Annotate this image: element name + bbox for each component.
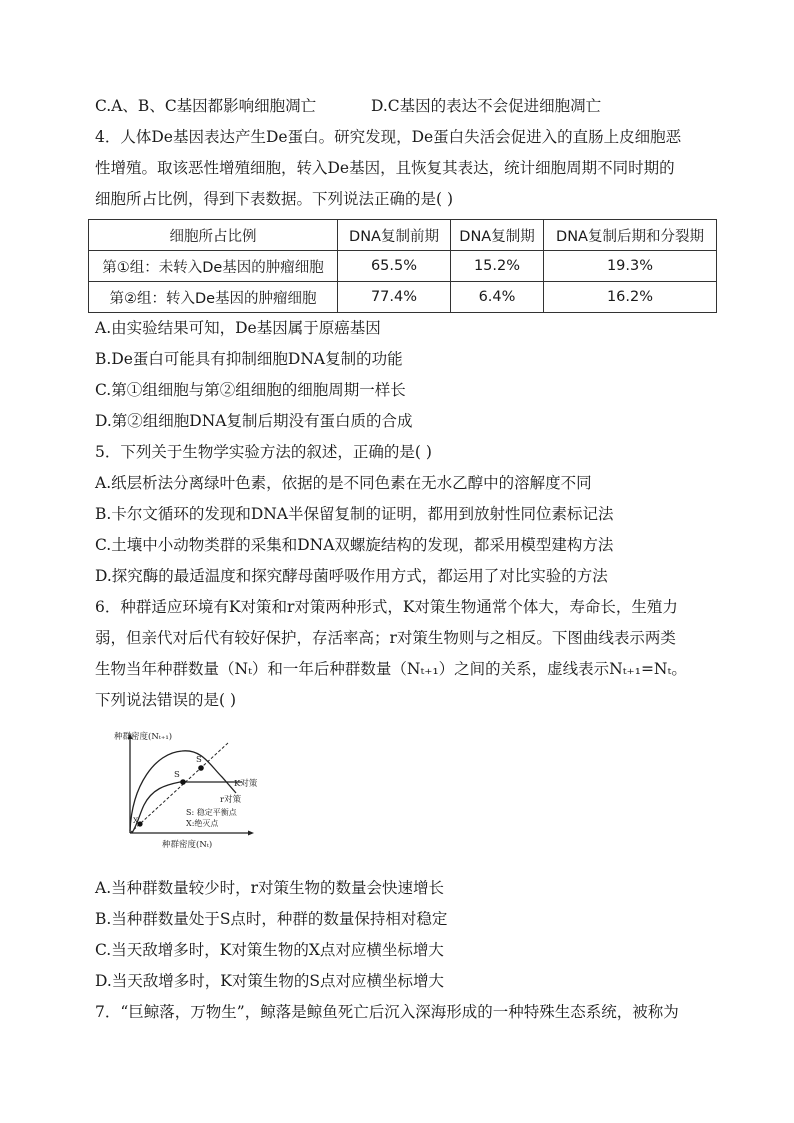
table-cell: 16.2% bbox=[544, 282, 717, 313]
r-stable-point bbox=[198, 765, 204, 771]
table-cell: 65.5% bbox=[338, 251, 451, 282]
q4-option-d: D.第②组细胞DNA复制后期没有蛋白质的合成 bbox=[95, 412, 413, 430]
x-axis-label: 种群密度(Nₜ) bbox=[162, 840, 213, 850]
q3-option-c: C.A、B、C基因都影响细胞凋亡 bbox=[95, 97, 317, 115]
q6-option-c: C.当天敌增多时，K对策生物的X点对应横坐标增大 bbox=[95, 941, 444, 959]
population-density-figure bbox=[110, 725, 280, 865]
q6-stem-line-4: 下列说法错误的是( ) bbox=[95, 691, 237, 709]
q5-option-a: A.纸层析法分离绿叶色素，依据的是不同色素在无水乙醇中的溶解度不同 bbox=[95, 474, 592, 492]
cell-cycle-table bbox=[88, 219, 717, 313]
table-cell: 第②组：转入De基因的肿瘤细胞 bbox=[89, 282, 338, 313]
table-row bbox=[89, 282, 717, 313]
x-axis-arrow bbox=[248, 831, 254, 836]
q6-stem-line-2: 弱，但亲代对后代有较好保护，存活率高；r对策生物则与之相反。下图曲线表示两类 bbox=[95, 629, 676, 647]
q5-option-c: C.土壤中小动物类群的采集和DNA双螺旋结构的发现，都采用模型建构方法 bbox=[95, 536, 614, 554]
table-header-cell: 细胞所占比例 bbox=[89, 220, 338, 251]
k-stable-point bbox=[180, 779, 186, 785]
q3-option-d: D.C基因的表达不会促进细胞凋亡 bbox=[371, 97, 602, 115]
point-s-label-k: S bbox=[174, 770, 180, 780]
q4-stem-line-1: 4．人体De基因表达产生De蛋白。研究发现，De蛋白失活会促进入的直肠上皮细胞恶 bbox=[95, 128, 682, 146]
point-s-label-r: S bbox=[196, 755, 202, 765]
k-strategy-label: K对策 bbox=[234, 779, 258, 789]
legend-extinction-point: X:绝灭点 bbox=[186, 819, 219, 828]
table-row bbox=[89, 251, 717, 282]
q4-stem-line-2: 性增殖。取该恶性增殖细胞，转入De基因，且恢复其表达，统计细胞周期不同时期的 bbox=[95, 159, 675, 177]
table-header-row bbox=[89, 220, 717, 251]
table-cell: 19.3% bbox=[544, 251, 717, 282]
q5-option-d: D.探究酶的最适温度和探究酵母菌呼吸作用方式，都运用了对比实验的方法 bbox=[95, 567, 608, 585]
table-cell: 第①组：未转入De基因的肿瘤细胞 bbox=[89, 251, 338, 282]
q4-option-b: B.De蛋白可能具有抑制细胞DNA复制的功能 bbox=[95, 350, 403, 368]
r-strategy-label: r对策 bbox=[220, 795, 242, 805]
table-cell: 77.4% bbox=[338, 282, 451, 313]
q6-option-b: B.当种群数量处于S点时，种群的数量保持相对稳定 bbox=[95, 910, 448, 928]
y-axis-label: 种群密度(Nₜ₊₁) bbox=[114, 732, 173, 742]
q4-option-c: C.第①组细胞与第②组细胞的细胞周期一样长 bbox=[95, 381, 406, 399]
q6-stem-line-3: 生物当年种群数量（Nₜ）和一年后种群数量（Nₜ₊₁）之间的关系，虚线表示Nₜ₊₁=Nₜ。 bbox=[95, 660, 687, 678]
q7-stem: 7．“巨鲸落，万物生”，鲸落是鲸鱼死亡后沉入深海形成的一种特殊生态系统，被称为 bbox=[95, 1003, 679, 1021]
q4-stem-line-3: 细胞所占比例，得到下表数据。下列说法正确的是( ) bbox=[95, 190, 454, 208]
table-cell: 6.4% bbox=[451, 282, 544, 313]
q6-option-d: D.当天敌增多时，K对策生物的S点对应横坐标增大 bbox=[95, 972, 445, 990]
q6-option-a: A.当种群数量较少时，r对策生物的数量会快速增长 bbox=[95, 879, 445, 897]
legend-stable-point: S: 稳定平衡点 bbox=[186, 808, 237, 817]
q6-stem-line-1: 6．种群适应环境有K对策和r对策两种形式，K对策生物通常个体大，寿命长，生殖力 bbox=[95, 598, 678, 616]
q5-stem: 5．下列关于生物学实验方法的叙述，正确的是( ) bbox=[95, 443, 432, 461]
table-header-cell: DNA复制后期和分裂期 bbox=[544, 220, 717, 251]
q5-option-b: B.卡尔文循环的发现和DNA半保留复制的证明，都用到放射性同位素标记法 bbox=[95, 505, 614, 523]
table-cell: 15.2% bbox=[451, 251, 544, 282]
table-header-cell: DNA复制前期 bbox=[338, 220, 451, 251]
q4-option-a: A.由实验结果可知，De基因属于原癌基因 bbox=[95, 319, 381, 337]
table-header-cell: DNA复制期 bbox=[451, 220, 544, 251]
point-x-label: X bbox=[133, 816, 139, 825]
